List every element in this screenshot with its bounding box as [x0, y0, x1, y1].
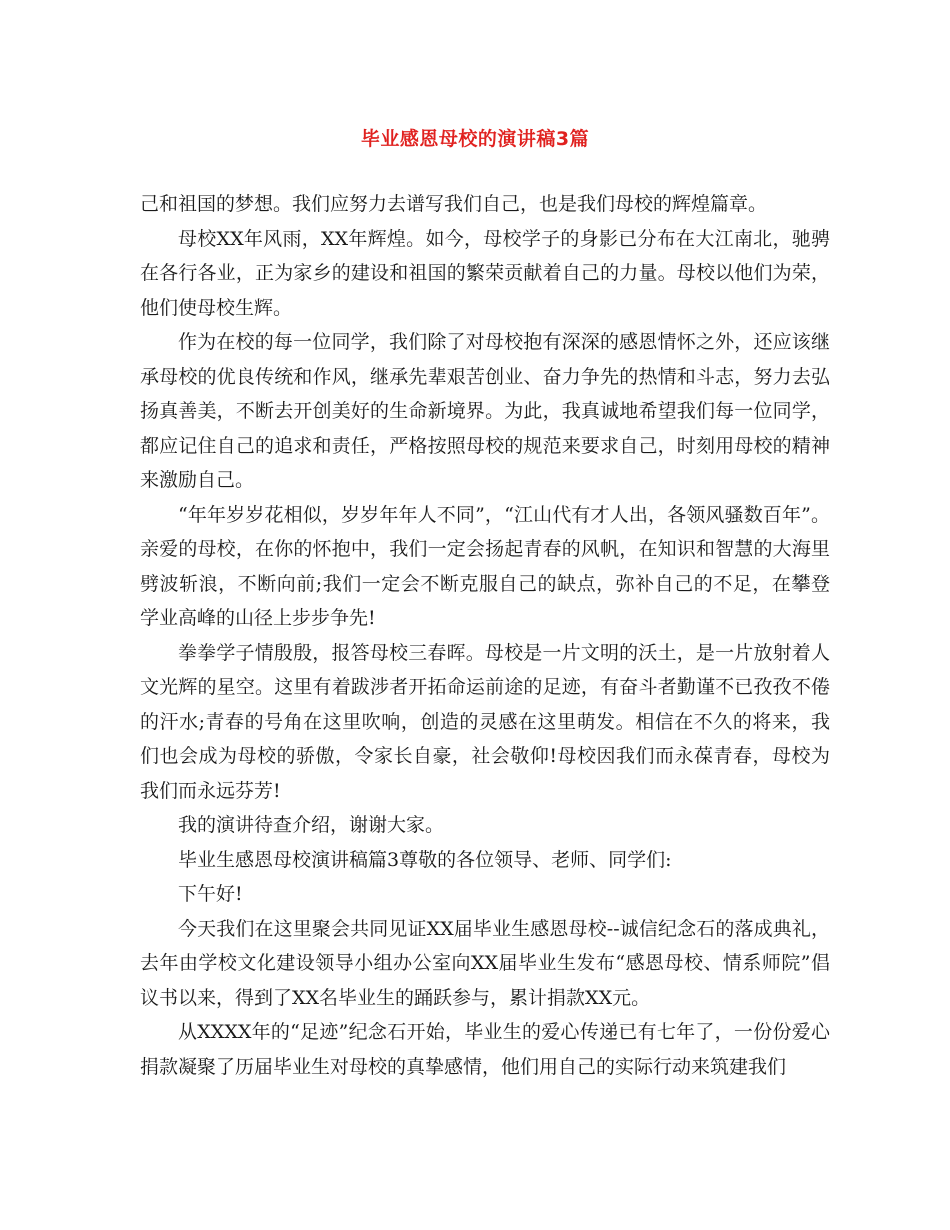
paragraph: 从XXXX年的“足迹”纪念石开始，毕业生的爱心传递已有七年了，一份份爱心捐款凝聚了历届毕业生对母校的真挚感情，他们用自己的实际行动来筑建我们: [140, 1021, 830, 1078]
paragraph-section-heading: 毕业生感恩母校演讲稿篇3尊敬的各位领导、老师、同学们:: [178, 848, 672, 871]
paragraph: “年年岁岁花相似，岁岁年年人不同”，“江山代有才人出，各领风骚数百年”。亲爱的母校，在你的怀抱中，我们一定会扬起青春的风帆，在知识和智慧的大海里劈波斩浪，不断向前;我们一定会不断克服自己的缺点，弥补自己的不足，在攀登学业高峰的山径上步步争先!: [140, 503, 830, 629]
paragraph-continuation: 己和祖国的梦想。我们应努力去谱写我们自己，也是我们母校的辉煌篇章。: [140, 193, 768, 215]
paragraph: 拳拳学子情殷殷，报答母校三春晖。母校是一片文明的沃土，是一片放射着人文光辉的星空。这里有着跋涉者开拓命运前途的足迹，有奋斗者勤谨不已孜孜不倦的汗水;青春的号角在这里吹响，创造的灵感在这里萌发。相信在不久的将来，我们也会成为母校的骄傲，令家长自豪，社会敬仰!母校因我们而永葆青春，母校为我们而永远芬芳!: [140, 641, 830, 802]
document-title: 毕业感恩母校的演讲稿3篇: [360, 128, 590, 150]
paragraph: 我的演讲待查介绍，谢谢大家。: [178, 814, 445, 836]
paragraph: 母校XX年风雨，XX年辉煌。如今，母校学子的身影已分布在大江南北，驰骋在各行各业，正为家乡的建设和祖国的繁荣贡献着自己的力量。母校以他们为荣，他们使母校生辉。: [140, 227, 830, 319]
paragraph: 作为在校的每一位同学，我们除了对母校抱有深深的感恩情怀之外，还应该继承母校的优良传统和作风，继承先辈艰苦创业、奋力争先的热情和斗志，努力去弘扬真善美，不断去开创美好的生命新境界。为此，我真诚地希望我们每一位同学，都应记住自己的追求和责任，严格按照母校的规范来要求自己，时刻用母校的精神来激励自己。: [140, 331, 830, 491]
paragraph-greeting: 下午好!: [178, 883, 243, 905]
paragraph: 今天我们在这里聚会共同见证XX届毕业生感恩母校--诚信纪念石的落成典礼，去年由学校文化建设领导小组办公室向XX届毕业生发布“感恩母校、情系师院”倡议书以来，得到了XX名毕业生的踊跃参与，累计捐款XX元。: [140, 917, 830, 1009]
document-body: [140, 187, 830, 1084]
